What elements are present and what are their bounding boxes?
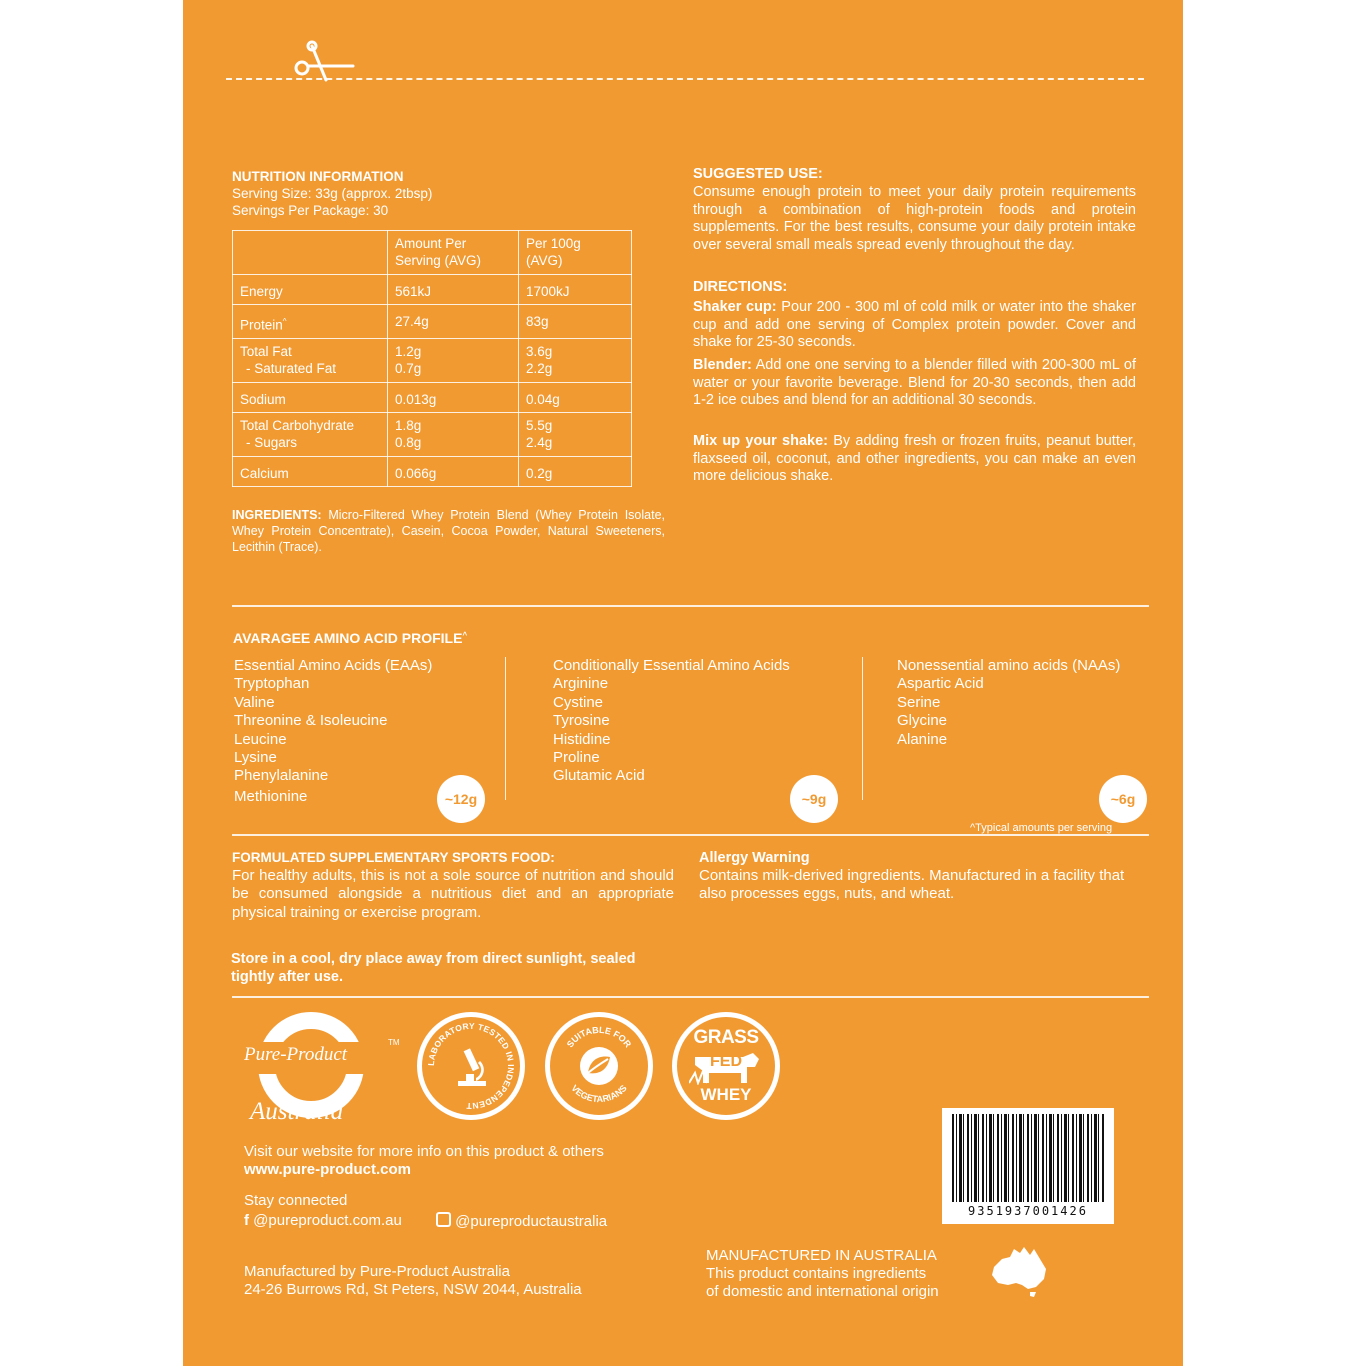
barcode-number: 9351937001426: [968, 1204, 1088, 1218]
table-row: Energy 561kJ 1700kJ: [233, 275, 632, 305]
amino-column-nonessential: Nonessential amino acids (NAAs) Aspartic Acid Serine Glycine Alanine: [897, 657, 1121, 748]
table-row: Total Fat - Saturated Fat 1.2g 0.7g 3.6g 2.2g: [233, 338, 632, 382]
stay-connected-label: Stay connected: [244, 1192, 348, 1209]
directions-shaker: Shaker cup: Pour 200 - 300 ml of cold milk or water into the shaker cup and add one serving of Complex protein powder. Cover and shake for 25-30 seconds.: [693, 299, 1137, 350]
amount-badge-essential: ~12g: [437, 775, 485, 823]
facebook-link[interactable]: f @pureproduct.com.au: [244, 1212, 402, 1229]
amount-badge-nonessential: ~6g: [1099, 775, 1147, 823]
formulated-title: FORMULATED SUPPLEMENTARY SPORTS FOOD:: [232, 850, 555, 865]
manufacturer-line2: 24-26 Burrows Rd, St Peters, NSW 2044, Australia: [244, 1281, 582, 1298]
col-header-100g: Per 100g: [526, 236, 581, 251]
origin-line3: of domestic and international origin: [706, 1283, 939, 1300]
amount-badge-conditional: ~9g: [790, 775, 838, 823]
fed-text: FED: [710, 1053, 742, 1070]
brand-logo: [240, 1012, 410, 1130]
manufacturer-line1: Manufactured by Pure-Product Australia: [244, 1263, 510, 1280]
lab-tested-badge: [417, 1012, 525, 1120]
instagram-icon: [436, 1212, 451, 1227]
servings-per-package: Servings Per Package: 30: [232, 203, 389, 218]
microscope-icon: [458, 1048, 486, 1086]
australia-map-icon: [990, 1245, 1050, 1297]
serving-size: Serving Size: 33g (approx. 2tbsp): [232, 186, 433, 201]
scissors-icon: [290, 40, 356, 82]
nutrition-title: NUTRITION INFORMATION: [232, 169, 404, 184]
grass-fed-badge: [672, 1012, 780, 1120]
allergy-text: Contains milk-derived ingredients. Manufactured in a facility that also processes eggs, nuts, and wheat.: [699, 867, 1125, 903]
table-row: Calcium 0.066g 0.2g: [233, 456, 632, 486]
trademark: TM: [388, 1038, 400, 1047]
amino-title: AVARAGEE AMINO ACID PROFILE^: [233, 630, 468, 646]
leaf-icon: [580, 1047, 618, 1085]
directions-blender: Blender: Add one one serving to a blender filled with 200-300 mL of water or your favorite beverage. Blend for 20-30 seconds, then add 1-2 ice cubes and blend for an additional 30 seconds.: [693, 357, 1136, 408]
amino-column-conditional: Conditionally Essential Amino Acids Arginine Cystine Tyrosine Histidine Proline Glutamic Acid: [553, 657, 790, 785]
ingredients: INGREDIENTS: Micro-Filtered Whey Protein Blend (Whey Protein Isolate, Whey Protein Concentrate), Casein, Cocoa Powder, Natural Sweeteners, Lecithin (Trace).: [232, 508, 665, 554]
table-row: Sodium 0.013g 0.04g: [233, 382, 632, 412]
barcode-bars: [952, 1114, 1104, 1202]
divider: [232, 996, 1149, 998]
divider: [232, 834, 1149, 836]
column-divider: [862, 657, 863, 800]
svg-text:SUITABLE FOR: SUITABLE FOR: [564, 1024, 634, 1050]
svg-text:LABORATORY TESTED IN INDEPENDE: LABORATORY TESTED IN INDEPENDENT: [425, 1020, 517, 1112]
suggested-use-title: SUGGESTED USE:: [693, 166, 823, 182]
facebook-icon: f: [244, 1212, 249, 1229]
nutrition-table: Amount Per Serving (AVG) Per 100g (AVG) Energy 561kJ 1700kJ Protein^ 27.4g 83g Total Fat - Saturated Fat 1.2g 0.7g 3.6g 2.2g Sodium 0.013g 0.04g Total Carbohydrate - Sugars 1.8g 0.8g 5.5g 2.4g Calcium 0.066g 0.2g: [232, 230, 632, 487]
table-row: Total Carbohydrate - Sugars 1.8g 0.8g 5.5g 2.4g: [233, 412, 632, 456]
barcode: [942, 1108, 1114, 1224]
storage-text: Store in a cool, dry place away from direct sunlight, sealed tightly after use.: [231, 951, 636, 985]
svg-text:VEGETARIANS: VEGETARIANS: [569, 1083, 629, 1105]
brand-name: Pure-Product: [244, 1044, 348, 1065]
divider: [232, 605, 1149, 607]
amino-footnote: ^Typical amounts per serving: [970, 822, 1113, 834]
cut-line: [226, 78, 1144, 80]
whey-text: WHEY: [700, 1085, 752, 1104]
website-link[interactable]: www.pure-product.com: [244, 1161, 411, 1178]
vegetarian-badge: [545, 1012, 653, 1120]
origin-line1: MANUFACTURED IN AUSTRALIA: [706, 1247, 937, 1264]
table-row: Protein^ 27.4g 83g: [233, 305, 632, 339]
website-line: Visit our website for more info on this product & others: [244, 1143, 604, 1160]
allergy-title: Allergy Warning: [699, 850, 810, 866]
directions-title: DIRECTIONS:: [693, 279, 788, 295]
column-divider: [505, 657, 506, 800]
origin-line2: This product contains ingredients: [706, 1265, 927, 1282]
directions-mix: Mix up your shake: By adding fresh or frozen fruits, peanut butter, flaxseed oil, coconut, and other ingredients, you can make an even more delicious shake.: [693, 433, 1136, 484]
formulated-text: For healthy adults, this is not a sole source of nutrition and should be consumed alongside a nutritious diet and an appropriate physical training or exercise program.: [232, 867, 674, 921]
brand-country: Australia: [250, 1098, 344, 1125]
instagram-link[interactable]: @pureproductaustralia: [436, 1212, 607, 1231]
grass-text: GRASS: [693, 1027, 759, 1048]
col-header-serving: Amount Per: [395, 236, 467, 251]
amino-column-essential: Essential Amino Acids (EAAs) Tryptophan Valine Threonine & Isoleucine Leucine Lysine Phenylalanine Methionine: [234, 657, 433, 805]
suggested-use-text: Consume enough protein to meet your daily protein requirements through a combination of high-protein foods and protein supplements. For the best results, consume your daily protein intake over several small meals spread evenly throughout the day.: [693, 184, 1136, 253]
